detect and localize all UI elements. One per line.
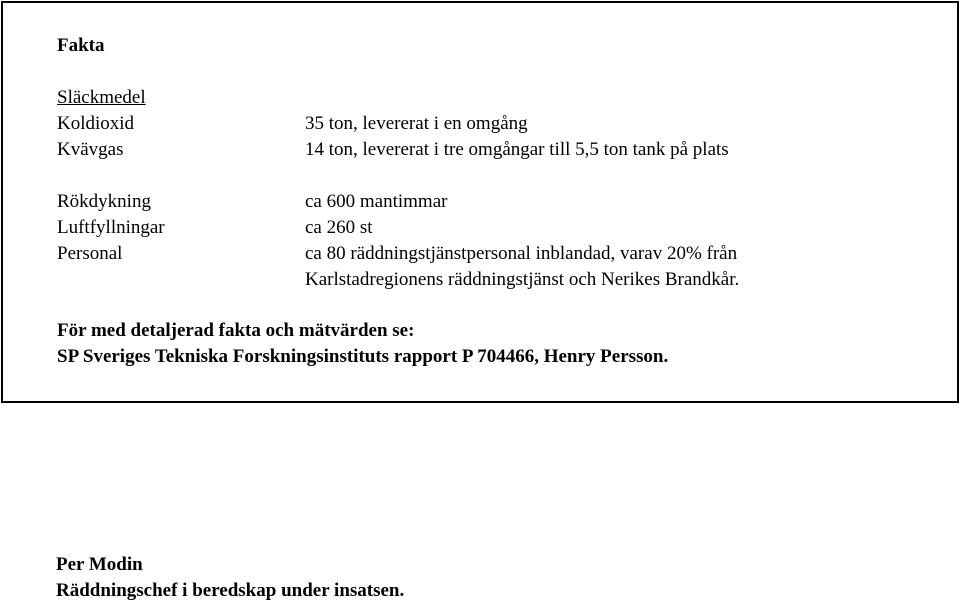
fact-value: 35 ton, levererat i en omgång <box>305 113 528 134</box>
signature-role: Räddningschef i beredskap under insatsen. <box>56 580 405 601</box>
fact-row-rokdykning <box>57 189 937 215</box>
facts-box <box>1 1 959 403</box>
fact-value: ca 80 räddningstjänstpersonal inblandad, varav 20% från <box>305 243 738 264</box>
reference-intro: För med detaljerad fakta och mätvärden se: <box>57 320 415 341</box>
fact-row-koldioxid <box>57 111 937 137</box>
extinguishing-agents-heading: Släckmedel <box>57 87 146 108</box>
fact-row-luftfyllningar <box>57 215 937 241</box>
fact-label: Kvävgas <box>57 139 124 160</box>
fact-row-personal <box>57 241 937 267</box>
fact-label: Rökdykning <box>57 191 151 212</box>
fact-row-personal-continued <box>57 267 937 293</box>
fact-label: Personal <box>57 243 123 264</box>
fact-value: ca 260 st <box>305 217 373 238</box>
fact-value: 14 ton, levererat i tre omgångar till 5,5 ton tank på plats <box>305 139 729 160</box>
fact-value: Karlstadregionens räddningstjänst och Nerikes Brandkår. <box>305 269 740 290</box>
facts-title: Fakta <box>57 35 105 56</box>
fact-row-kvavgas <box>57 137 937 163</box>
fact-label: Koldioxid <box>57 113 135 134</box>
signature-name: Per Modin <box>56 554 143 575</box>
reference-report: SP Sveriges Tekniska Forskningsinstituts rapport P 704466, Henry Persson. <box>57 346 669 367</box>
fact-value: ca 600 mantimmar <box>305 191 448 212</box>
fact-label: Luftfyllningar <box>57 217 165 238</box>
